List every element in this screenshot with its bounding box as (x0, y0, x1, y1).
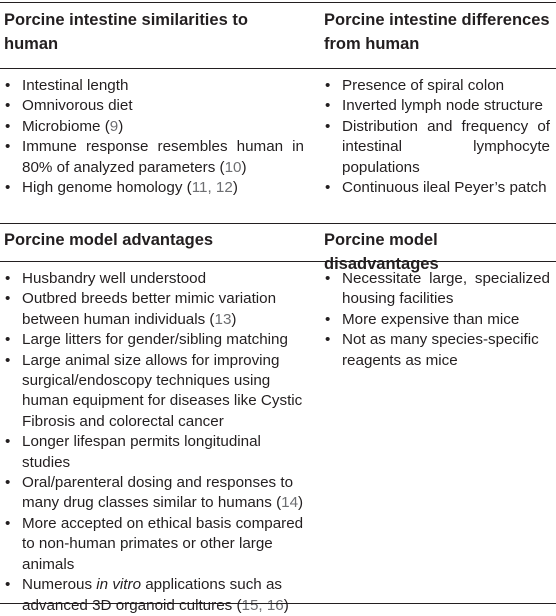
list-item: • Large animal size allows for improving surgical/endoscopy techniques using human equipment for diseases like Cystic Fibrosis and colorectal cancer (5, 351, 303, 430)
list-item: • Outbred breeds better mimic variation between human individuals (13) (5, 290, 277, 328)
disadvantages-list (324, 269, 550, 371)
header-differences-text: Porcine intestine differences from human (324, 11, 550, 53)
reference-link[interactable]: 10 (224, 158, 242, 176)
header-advantages (4, 228, 304, 252)
advantages-list (4, 269, 304, 616)
list-item: • Microbiome (9) (5, 117, 124, 135)
row-divider (0, 223, 556, 224)
list-item: • Intestinal length (5, 77, 129, 94)
reference-link[interactable]: 9 (109, 117, 119, 135)
header-differences (324, 8, 550, 56)
list-item: • Numerous in vitro applications such as advanced 3D organoid cultures (15, 16) (5, 576, 289, 614)
header-rule-2 (0, 261, 556, 262)
list-item: • Longer lifespan permits longitudinal studies (5, 433, 261, 471)
bottom-rule (0, 603, 556, 604)
list-item: • Immune response resembles human in 80% of analyzed parameters (10) (5, 138, 304, 176)
list-item: • High genome homology (11, 12) (5, 179, 238, 197)
differences-list (324, 76, 550, 198)
header-rule-1 (0, 68, 556, 69)
list-item: • More accepted on ethical basis compared to non-human primates or other large animals (5, 514, 304, 573)
reference-link[interactable]: 15, 16 (241, 596, 284, 614)
list-item: • Necessitate large, specialized housing facilities (325, 270, 550, 308)
header-advantages-text: Porcine model advantages (4, 231, 214, 249)
list-item: • Distribution and frequency of intestinal lymphocyte populations (325, 117, 550, 176)
list-item: • Inverted lymph node structure (325, 97, 543, 115)
header-disadvantages-text: Porcine model disadvantages (324, 231, 439, 273)
reference-link[interactable]: 14 (281, 494, 299, 512)
list-item: • Continuous ileal Peyer’s patch (325, 179, 547, 197)
header-similarities-text: Porcine intestine similarities to human (4, 11, 248, 53)
list-item: • Omnivorous diet (5, 97, 133, 115)
list-item: • Husbandry well understood (5, 270, 207, 287)
list-item: • Not as many species-specific reagents as mice (325, 331, 539, 369)
list-item: • Oral/parenteral dosing and responses to many drug classes similar to humans (14) (5, 474, 304, 512)
reference-link[interactable]: 11, 12 (191, 179, 233, 197)
reference-link[interactable]: 13 (214, 310, 232, 328)
similarities-list (4, 76, 304, 198)
header-similarities (4, 8, 304, 56)
list-item: • Large litters for gender/sibling matching (5, 331, 288, 349)
top-rule (0, 2, 556, 3)
list-item: • Presence of spiral colon (325, 77, 505, 94)
list-item: • More expensive than mice (325, 310, 520, 328)
